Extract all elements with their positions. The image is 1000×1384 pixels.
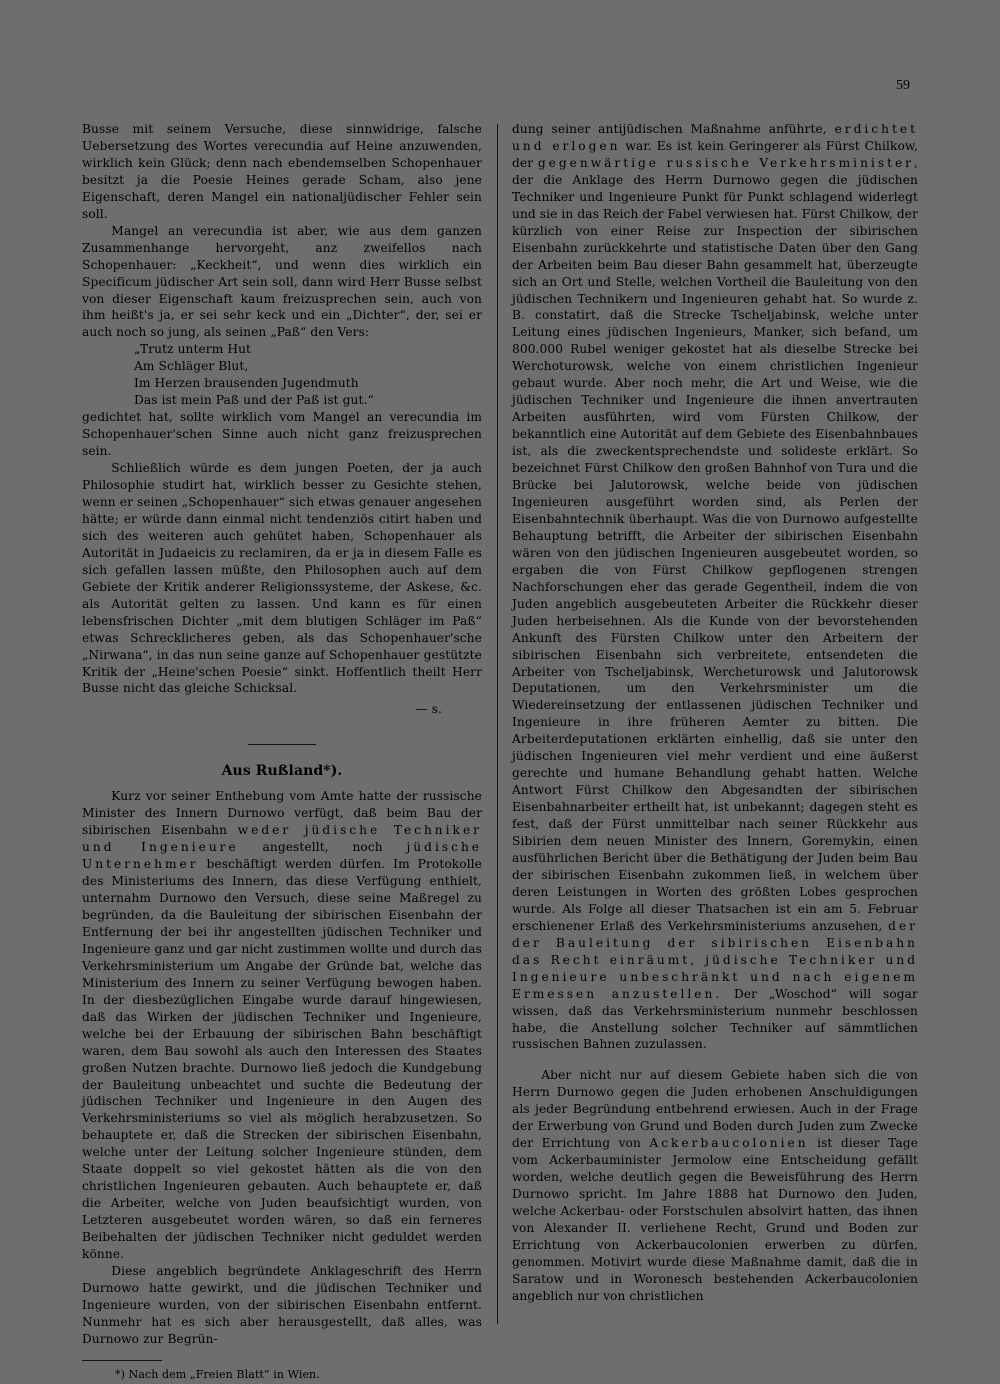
- paragraph: [82, 788, 482, 1263]
- column-divider: [497, 124, 498, 1324]
- paragraph: Diese angeblich begründete Anklageschrift des Herrn Durnowo hatte gewirkt, und die jüdischen Techniker und Ingenieure wurden, von der sibirischen Eisenbahn entfernt. Nunmehr hat es sich aber herausgestellt, daß alles, was Durnowo zur Begrün-: [82, 1264, 482, 1346]
- paragraph: [512, 1067, 918, 1304]
- footnote-rule: [82, 1360, 162, 1361]
- section-separator: [248, 744, 316, 745]
- paragraph: Busse mit seinem Versuche, diese sinnwidrige, falsche Uebersetzung des Wortes verecundia auf Heine anzuwenden, wirklich kein Glück; denn nach ebendemselben Schopenhauer besitzt ja die Poesie Heines gerade Scham, also jene Eigenschaft, deren Mangel ein nationaljüdischer Fehler sein soll.: [82, 122, 482, 221]
- right-column: [512, 121, 918, 1305]
- emphasis-spaced: gegenwärtige russische Verkehrsminister: [537, 155, 915, 170]
- text-span: Aber nicht nur auf diesem Gebiete haben sich die von Herrn Durnowo gegen die Juden erhobenen Anschuldigungen als jeder Begründung entbehrend erwiesen. Auch in der Frage der Erwerbung von Grund und Boden durch Juden zum Zwecke der Errichtung von: [512, 1068, 918, 1151]
- paragraph: Schließlich würde es dem jungen Poeten, der ja auch Philosophie studirt hat, wirklich besser zu Gesichte stehen, wenn er seinen „Schopenhauer“ sich etwas genauer angesehen hätte; er würde dann einmal nicht tendenziös citirt haben und sich des weiteren auch gehütet haben, Schopenhauer als Autorität in Judaeicis zu reclamiren, da er ja in diesem Falle es sich gefallen lassen müßte, den Philosophen auch auf dem Gebiete der Kritik anderer Religionssysteme, der Askese, &c. als Autorität gelten zu lassen. Und kann es für einen lebensfrischen Dichter „mit dem blutigen Schläger im Paß“ etwas Schrecklicheres geben, als das Schopenhauer'sche „Nirwana“, in das nun seine ganze auf Schopenhauer gestützte Kritik der „Heine'schen Poesie“ sinkt. Hoffentlich theilt Herr Busse nicht das gleiche Schicksal.: [82, 461, 482, 696]
- text-span: dung seiner antijüdischen Maßnahme anführte,: [512, 122, 827, 136]
- emphasis-spaced: Ackerbaucolonien: [649, 1136, 809, 1151]
- verse-line: Im Herzen brausenden Jugendmuth: [134, 376, 359, 391]
- emphasis-spaced: jüdische Unternehmer: [82, 840, 483, 872]
- paragraph: gedichtet hat, sollte wirklich vom Mangel an verecundia im Schopenhauer'schen Sinne auch nicht ganz freizusprechen sein.: [82, 410, 482, 459]
- text-span: beschäftigt werden dürfen. Im Protokolle des Ministeriums des Innern, das diese Verfügung enthielt, unternahm Durnowo den Versuch, diese seine Maßregel zu begründen, da die Bauleitung der sibirischen Eisenbahn der Entfernung der bei ihr angestellten jüdischen Techniker und Ingenieure ganz und gar nicht zustimmen wollte und durch das Verkehrsministerium um Angabe der Gründe bat, welche das Ministerium des Innern zu seiner Verfügung bewogen haben. In der diesbezüglichen Eingabe wurde darauf hingewiesen, daß das Wirken der jüdischen Techniker und Ingenieure, welche bei der Erbauung der sibirischen Bahn beschäftigt waren, dem Bau sowohl als auch den Interessen des Staates großen Nutzen brachte. Durnowo ließ jedoch die Kundgebung der Bauleitung unbeachtet und suchte die Bedeutung der jüdischen Techniker und Ingenieure in den Augen des Verkehrsministeriums so viel als möglich herabzusetzen. So behauptete er, daß die Strecken der sibirischen Eisenbahn, welche unter der Leitung solcher Ingenieure stünden, dem Staate doppelt so viel gekostet hätten als die von den christlichen Ingenieuren gebauten. Auch behauptete er, daß die Arbeiter, welche von Juden beaufsichtigt wurden, von Letzteren ausgebeutet worden wären, so daß ein ferneres Beibehalten der jüdischen Techniker nicht geduldet werden könne.: [82, 857, 482, 1262]
- verse-line: Am Schläger Blut,: [134, 359, 249, 374]
- emphasis-spaced: weder jüdische Techniker und Ingenieure: [82, 823, 482, 855]
- left-column: [82, 121, 482, 1384]
- paragraph: Mangel an verecundia ist aber, wie aus dem ganzen Zusammenhange hervorgeht, anz zweifellos nach Schopenhauer: „Keckheit“, und wenn dies wirklich ein Specificum jüdischer Art sein soll, dann wird Herr Busse selbst von dieser Eigenschaft kaum freizusprechen sein, auch von ihm heißt's ja, er sei sehr keck und ein „Dichter“, der, sei er auch noch so jung, als seinen „Paß“ den Vers:: [82, 223, 482, 340]
- paragraph: [512, 121, 918, 1053]
- verse-quote: [134, 341, 482, 409]
- author-signature: — s.: [415, 702, 442, 717]
- verse-line: Das ist mein Paß und der Paß ist gut.“: [134, 393, 374, 408]
- emphasis-spaced: erdichtet und erlogen: [512, 122, 918, 153]
- verse-line: „Trutz unterm Hut: [134, 342, 252, 357]
- text-span: angestellt, noch: [262, 840, 383, 855]
- page-number: 59: [896, 78, 910, 93]
- text-span: war. Es ist kein Geringerer als Fürst Chilkow, der: [512, 138, 918, 170]
- text-span: ist dieser Tage vom Ackerbauminister Jermolow eine Entscheidung gefällt worden, welche deutlich gegen die Beweisführung des Herrn Durnowo spricht. Im Jahre 1888 hat Durnowo den Juden, welche Ackerbau- oder Forstschulen absolvirt hatten, das ihnen von Alexander II. verliehene Recht, Grund und Boden zur Errichtung von Ackerbaucolonien erwerben zu dürfen, genommen. Motivirt wurde diese Maßnahme damit, daß die in Saratow und in Woronesch bestehenden Ackerbaucolonien angeblich nur von christlichen: [512, 1136, 919, 1303]
- emphasis-spaced: der der Bauleitung der sibirischen Eisenbahn das Recht einräumt, jüdische Techniker und Ingenieure unbeschränkt und nach eigenem Ermessen anzustellen.: [512, 918, 918, 1001]
- article-heading: Aus Rußland*).: [221, 763, 343, 780]
- text-span: Der „Woschod“ will sogar wissen, daß das Verkehrsministerium nunmehr beschlossen habe, die Anstellung solcher Techniker auf sämmtlichen russischen Bahnen zuzulassen.: [512, 986, 918, 1052]
- text-span: Kurz vor seiner Enthebung vom Amte hatte der russische Minister des Innern Durnowo verfügt, daß beim Bau der sibirischen Eisenbahn: [82, 789, 482, 838]
- footnote: *) Nach dem „Freien Blatt“ in Wien.: [115, 1367, 320, 1381]
- text-span: , der die Anklage des Herrn Durnowo gegen die jüdischen Techniker und Ingenieure Punkt für Punkt schlagend widerlegt und sie in das Reich der Fabel verwiesen hat. Fürst Chilkow, der kürzlich von einer Reise zur Inspection der sibirischen Eisenbahn zurückkehrte und statistische Daten über den Gang der Arbeiten beim Bau dieser Bahn gesammelt hat, überzeugte sich an Ort und Stelle, welchen Vortheil die Bauleitung von den jüdischen Technikern und Ingenieuren gehabt hat. So wurde z. B. constatirt, daß die Strecke Tscheljabinsk, welche unter Leitung eines jüdischen Ingenieurs, Manker, sich befand, um 800.000 Rubel weniger gekostet hat als dieselbe Strecke bei Werchoturowsk, welche von einem christlichen Ingenieur gebaut wurde. Aber noch mehr, die Art und Weise, wie die jüdischen Techniker und Ingenieure die ihnen anvertrauten Arbeiten ausführten, wird vom Fürsten Chilkow, der bekanntlich eine Autorität auf dem Gebiete des Eisenbahnbaues ist, als die zweckentsprechendste und solideste erklärt. So bezeichnet Fürst Chilkow den großen Bahnhof von Tura und die Brücke bei Jalutorowsk, welche beide von jüdischen Ingenieuren ausgeführt worden sind, als Perlen der Eisenbahntechnik überhaupt. Was die von Durnowo aufgestellte Behauptung betrifft, die Arbeiter der sibirischen Eisenbahn wären von den jüdischen Ingenieuren ausgebeutet worden, so ergaben die von Fürst Chilkow gepflogenen strengen Nachforschungen eher das gerade Gegentheil, indem die von Juden angeblich ausgebeuteten Arbeiter die Rückkehr dieser Juden herbeisehnen. Als die Kunde von der bevorstehenden Ankunft des Fürsten Chilkow unter den Arbeitern der sibirischen Eisenbahn sich verbreitete, entsendeten die Arbeiter von Tscheljabinsk, Wercheturowsk und Jalutorowsk Deputationen, um den Verkehrsminister um die Wiedereinsetzung der entlassenen jüdischen Techniker und Ingenieure in ihre früheren Aemter zu bitten. Die Arbeiterdeputationen erklärten einhellig, daß sie unter den jüdischen Ingenieuren viel mehr verdient und eine äußerst gerechte und humane Behandlung gehabt hatten. Welche Antwort Fürst Chilkow den Abgesandten der sibirischen Eisenbahnarbeiter ertheilt hat, ist unbekannt; dagegen steht es fest, daß der Fürst unmittelbar nach seiner Rückkehr aus Sibirien dem neuen Minister des Innern, Goremykin, einen ausführlichen Bericht über die Bethätigung der Juden beim Bau der sibirischen Eisenbahn zukommen ließ, in welchem über deren Leistungen in Worten des größten Lobes gesprochen wurde. Als Folge all dieser Thatsachen ist ein am 5. Februar erschienener Erlaß des Verkehrsministeriums anzusehen,: [512, 155, 918, 933]
